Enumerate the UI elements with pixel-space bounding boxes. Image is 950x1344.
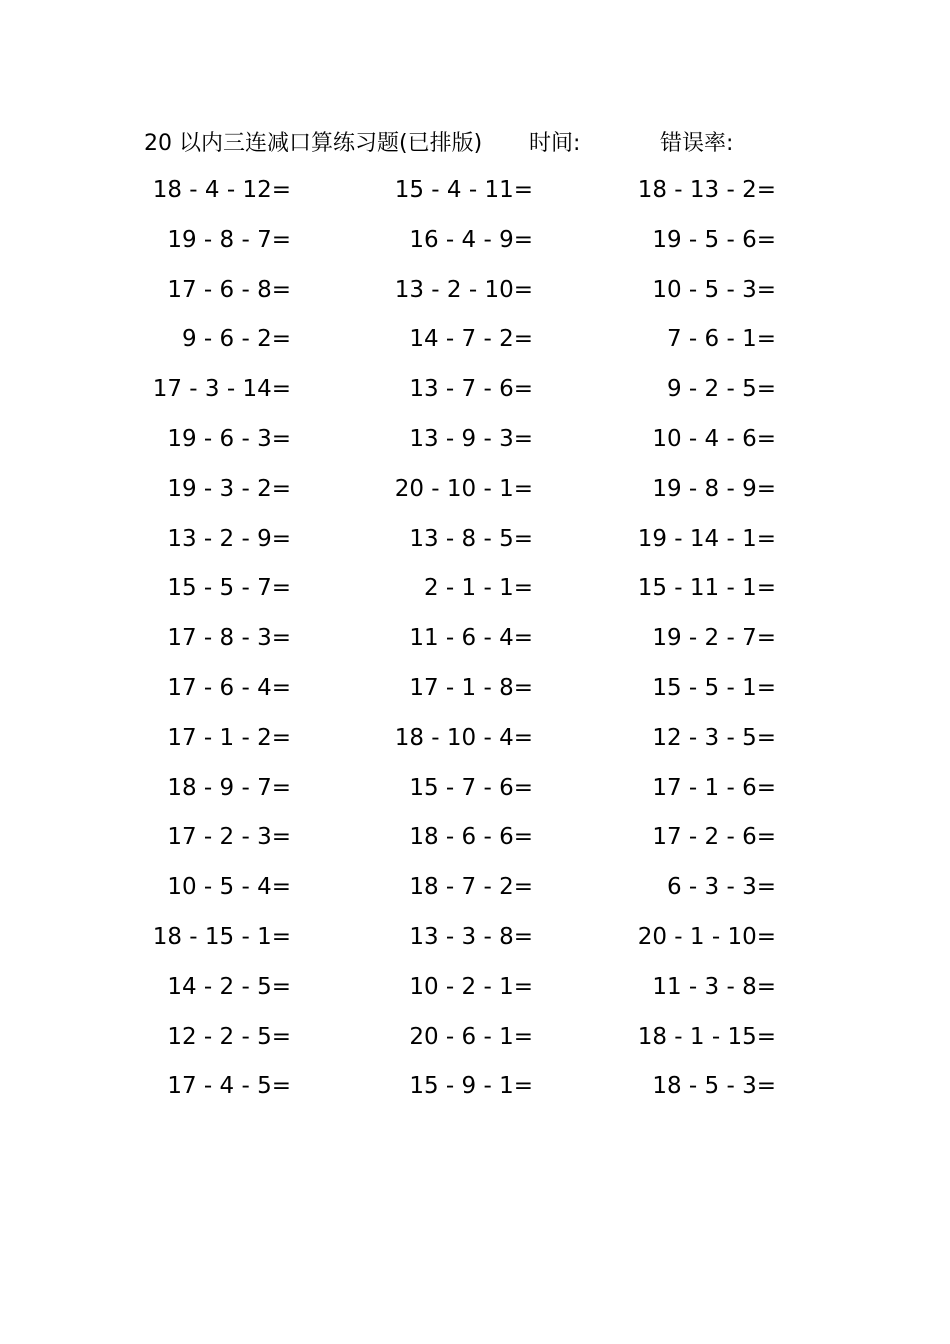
problem-row: [0, 469, 950, 519]
problem-item: 17 - 1 - 8=: [409, 674, 533, 701]
problem-item: 9 - 2 - 5=: [666, 376, 776, 403]
problem-row: [0, 718, 950, 768]
problem-item: 19 - 5 - 6=: [652, 226, 776, 253]
problem-item: 20 - 10 - 1=: [394, 475, 533, 502]
problem-item: 10 - 5 - 3=: [652, 276, 776, 303]
problem-item: 18 - 5 - 3=: [652, 1073, 776, 1100]
problem-item: 15 - 11 - 1=: [637, 575, 776, 602]
problem-item: 15 - 4 - 11=: [394, 177, 533, 203]
problem-item: 13 - 8 - 5=: [409, 525, 533, 552]
problem-item: 17 - 4 - 5=: [167, 1073, 291, 1100]
problem-item: 14 - 7 - 2=: [409, 326, 533, 353]
problem-item: 18 - 7 - 2=: [409, 874, 533, 901]
problem-item: 13 - 2 - 10=: [394, 276, 533, 303]
problem-item: 12 - 2 - 5=: [167, 1023, 291, 1050]
problem-item: 17 - 6 - 4=: [167, 674, 291, 701]
problem-item: 18 - 13 - 2=: [637, 177, 776, 203]
problem-item: 19 - 3 - 2=: [167, 475, 291, 502]
problem-item: 7 - 6 - 1=: [666, 326, 776, 353]
problem-item: 15 - 9 - 1=: [409, 1073, 533, 1100]
problem-item: 10 - 4 - 6=: [652, 425, 776, 452]
worksheet-header: [144, 124, 844, 164]
problem-item: 12 - 3 - 5=: [652, 724, 776, 751]
problem-item: 19 - 6 - 3=: [167, 425, 291, 452]
problem-grid: [0, 170, 950, 1116]
problem-row: [0, 618, 950, 668]
problem-item: 13 - 3 - 8=: [409, 923, 533, 950]
problem-item: 17 - 1 - 6=: [652, 774, 776, 801]
problem-item: 19 - 8 - 9=: [652, 475, 776, 502]
problem-item: 14 - 2 - 5=: [167, 973, 291, 1000]
problem-row: [0, 668, 950, 718]
problem-item: 18 - 10 - 4=: [394, 724, 533, 751]
problem-item: 20 - 6 - 1=: [409, 1023, 533, 1050]
problem-item: 18 - 6 - 6=: [409, 824, 533, 851]
problem-row: [0, 768, 950, 818]
problem-row: [0, 419, 950, 469]
problem-item: 18 - 15 - 1=: [152, 923, 291, 950]
problem-item: 17 - 3 - 14=: [152, 376, 291, 403]
time-label: 时间:: [529, 131, 581, 156]
problem-row: [0, 817, 950, 867]
problem-item: 18 - 1 - 15=: [637, 1023, 776, 1050]
problem-item: 13 - 9 - 3=: [409, 425, 533, 452]
problem-item: 18 - 9 - 7=: [167, 774, 291, 801]
problem-item: 16 - 4 - 9=: [409, 226, 533, 253]
problem-item: 11 - 3 - 8=: [652, 973, 776, 1000]
problem-row: [0, 319, 950, 369]
problem-item: 20 - 1 - 10=: [637, 923, 776, 950]
problem-item: 6 - 3 - 3=: [666, 874, 776, 901]
problem-item: 15 - 7 - 6=: [409, 774, 533, 801]
problem-row: [0, 967, 950, 1017]
problem-item: 17 - 2 - 6=: [652, 824, 776, 851]
problem-item: 10 - 2 - 1=: [409, 973, 533, 1000]
problem-item: 9 - 6 - 2=: [181, 326, 291, 353]
problem-item: 18 - 4 - 12=: [152, 177, 291, 203]
problem-row: [0, 917, 950, 967]
problem-row: [0, 568, 950, 618]
problem-item: 17 - 2 - 3=: [167, 824, 291, 851]
problem-item: 2 - 1 - 1=: [423, 575, 533, 602]
error-rate-label: 错误率:: [660, 131, 734, 156]
problem-row: [0, 519, 950, 569]
problem-item: 13 - 7 - 6=: [409, 376, 533, 403]
problem-item: 15 - 5 - 7=: [167, 575, 291, 602]
problem-item: 17 - 6 - 8=: [167, 276, 291, 303]
problem-row: [0, 220, 950, 270]
problem-item: 19 - 14 - 1=: [637, 525, 776, 552]
problem-row: [0, 170, 950, 220]
problem-item: 11 - 6 - 4=: [409, 625, 533, 652]
problem-item: 17 - 1 - 2=: [167, 724, 291, 751]
problem-row: [0, 1017, 950, 1067]
problem-item: 17 - 8 - 3=: [167, 625, 291, 652]
problem-row: [0, 1066, 950, 1116]
worksheet-title: 20 以内三连减口算练习题(已排版): [144, 131, 483, 156]
problem-item: 10 - 5 - 4=: [167, 874, 291, 901]
problem-item: 19 - 2 - 7=: [652, 625, 776, 652]
problem-row: [0, 867, 950, 917]
problem-row: [0, 270, 950, 320]
problem-row: [0, 369, 950, 419]
problem-item: 15 - 5 - 1=: [652, 674, 776, 701]
problem-item: 13 - 2 - 9=: [167, 525, 291, 552]
problem-item: 19 - 8 - 7=: [167, 226, 291, 253]
